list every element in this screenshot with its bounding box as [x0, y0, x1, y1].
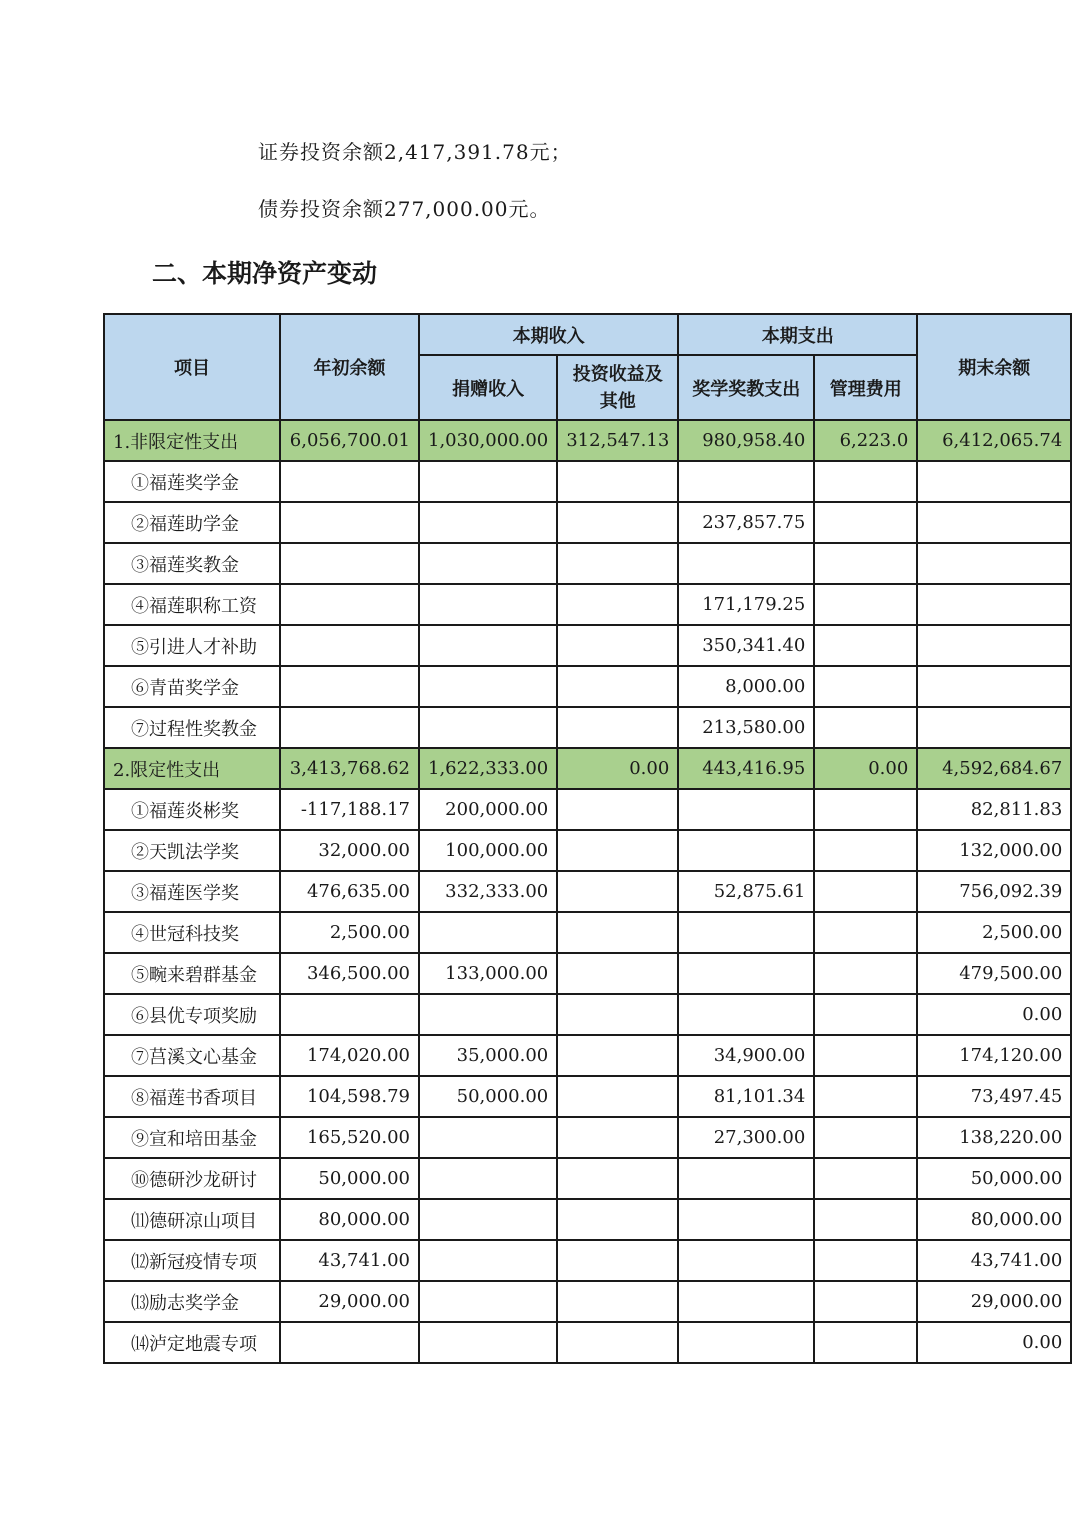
- row-value: [419, 912, 557, 953]
- row-value: [557, 1240, 678, 1281]
- table-row: [104, 543, 1071, 584]
- row-value: [814, 912, 917, 953]
- row-value: 32,000.00: [280, 830, 419, 871]
- row-label: ⑥青苗奖学金: [104, 666, 280, 707]
- row-value: [419, 1322, 557, 1363]
- header-income-group: 本期收入: [419, 314, 678, 355]
- row-value: [419, 1117, 557, 1158]
- row-label: ⑦莒溪文心基金: [104, 1035, 280, 1076]
- row-value: 104,598.79: [280, 1076, 419, 1117]
- row-value: [814, 1035, 917, 1076]
- row-value: [419, 1158, 557, 1199]
- row-value: [814, 1117, 917, 1158]
- row-label: ⑨宣和培田基金: [104, 1117, 280, 1158]
- row-value: [557, 666, 678, 707]
- table-row: [104, 1322, 1071, 1363]
- row-value: [419, 1240, 557, 1281]
- row-value: [917, 584, 1071, 625]
- table-row: [104, 502, 1071, 543]
- row-value: [917, 666, 1071, 707]
- row-label: ③福莲医学奖: [104, 871, 280, 912]
- row-value: [678, 994, 814, 1035]
- row-value: 213,580.00: [678, 707, 814, 748]
- header-item: 项目: [104, 314, 280, 420]
- row-value: [280, 707, 419, 748]
- row-value: 50,000.00: [419, 1076, 557, 1117]
- row-value: 0.00: [814, 748, 917, 789]
- row-value: 346,500.00: [280, 953, 419, 994]
- row-value: [280, 584, 419, 625]
- row-value: 174,020.00: [280, 1035, 419, 1076]
- table-row: [104, 953, 1071, 994]
- row-value: [557, 830, 678, 871]
- row-value: [557, 502, 678, 543]
- row-value: [557, 1199, 678, 1240]
- row-value: [814, 666, 917, 707]
- row-value: [419, 625, 557, 666]
- header-scholarship-expense: 奖学奖教支出: [678, 355, 814, 420]
- row-value: [678, 1158, 814, 1199]
- row-value: [814, 1076, 917, 1117]
- header-donation-income: 捐赠收入: [419, 355, 557, 420]
- row-value: [557, 461, 678, 502]
- table-row: [104, 830, 1071, 871]
- table-row: [104, 461, 1071, 502]
- row-value: [814, 789, 917, 830]
- row-value: 0.00: [917, 994, 1071, 1035]
- header-expense-group: 本期支出: [678, 314, 917, 355]
- row-value: [678, 543, 814, 584]
- row-value: [280, 461, 419, 502]
- row-value: [814, 871, 917, 912]
- row-label: ④世冠科技奖: [104, 912, 280, 953]
- row-value: [678, 1281, 814, 1322]
- row-value: 2,500.00: [917, 912, 1071, 953]
- row-value: 35,000.00: [419, 1035, 557, 1076]
- row-value: 980,958.40: [678, 420, 814, 461]
- row-value: [557, 625, 678, 666]
- row-value: 3,413,768.62: [280, 748, 419, 789]
- row-label: ⑾德研凉山项目: [104, 1199, 280, 1240]
- row-value: 43,741.00: [917, 1240, 1071, 1281]
- table-row: [104, 1117, 1071, 1158]
- row-value: [814, 953, 917, 994]
- row-value: [280, 994, 419, 1035]
- row-value: 200,000.00: [419, 789, 557, 830]
- table-row: [104, 912, 1071, 953]
- row-label: ⒁泸定地震专项: [104, 1322, 280, 1363]
- row-value: 80,000.00: [917, 1199, 1071, 1240]
- row-value: [557, 994, 678, 1035]
- row-value: [917, 502, 1071, 543]
- row-value: 332,333.00: [419, 871, 557, 912]
- row-value: 133,000.00: [419, 953, 557, 994]
- row-value: 312,547.13: [557, 420, 678, 461]
- row-value: [678, 912, 814, 953]
- net-assets-table: [103, 313, 1072, 1364]
- row-value: [557, 584, 678, 625]
- row-value: 138,220.00: [917, 1117, 1071, 1158]
- table-row: [104, 1035, 1071, 1076]
- row-value: [419, 543, 557, 584]
- row-value: 0.00: [917, 1322, 1071, 1363]
- row-value: [419, 502, 557, 543]
- table-row: [104, 789, 1071, 830]
- row-value: 6,412,065.74: [917, 420, 1071, 461]
- row-value: [557, 953, 678, 994]
- table-row: [104, 1240, 1071, 1281]
- row-label: ⑦过程性奖教金: [104, 707, 280, 748]
- row-value: [814, 1240, 917, 1281]
- row-value: 27,300.00: [678, 1117, 814, 1158]
- row-value: [917, 625, 1071, 666]
- table-body: [104, 420, 1071, 1363]
- row-value: 1,622,333.00: [419, 748, 557, 789]
- row-label: ①福莲炎彬奖: [104, 789, 280, 830]
- row-value: 171,179.25: [678, 584, 814, 625]
- row-label: ②天凯法学奖: [104, 830, 280, 871]
- row-label: ①福莲奖学金: [104, 461, 280, 502]
- row-value: [557, 543, 678, 584]
- row-value: [557, 912, 678, 953]
- header-opening-balance: 年初余额: [280, 314, 419, 420]
- row-value: 237,857.75: [678, 502, 814, 543]
- table-row: [104, 1281, 1071, 1322]
- row-value: [280, 666, 419, 707]
- row-value: [678, 1240, 814, 1281]
- row-value: [814, 543, 917, 584]
- section-title: 二、本期净资产变动: [152, 259, 378, 288]
- header-management-fee: 管理费用: [814, 355, 917, 420]
- row-value: 52,875.61: [678, 871, 814, 912]
- row-value: [814, 994, 917, 1035]
- row-value: [557, 1281, 678, 1322]
- row-value: 29,000.00: [280, 1281, 419, 1322]
- row-value: [280, 625, 419, 666]
- row-value: 1,030,000.00: [419, 420, 557, 461]
- row-value: 29,000.00: [917, 1281, 1071, 1322]
- row-value: [678, 953, 814, 994]
- row-label: ②福莲助学金: [104, 502, 280, 543]
- row-value: [814, 1158, 917, 1199]
- row-value: [814, 1199, 917, 1240]
- row-value: [419, 994, 557, 1035]
- row-value: 50,000.00: [917, 1158, 1071, 1199]
- row-value: 443,416.95: [678, 748, 814, 789]
- row-value: [678, 1322, 814, 1363]
- row-value: [280, 543, 419, 584]
- table-row: [104, 1199, 1071, 1240]
- row-label: ⑿新冠疫情专项: [104, 1240, 280, 1281]
- row-value: 165,520.00: [280, 1117, 419, 1158]
- row-value: [557, 707, 678, 748]
- row-value: [419, 584, 557, 625]
- row-value: 350,341.40: [678, 625, 814, 666]
- row-value: 50,000.00: [280, 1158, 419, 1199]
- row-value: [814, 707, 917, 748]
- row-value: 4,592,684.67: [917, 748, 1071, 789]
- row-label: ⑤引进人才补助: [104, 625, 280, 666]
- row-value: 0.00: [557, 748, 678, 789]
- row-value: [419, 666, 557, 707]
- table-row: [104, 1158, 1071, 1199]
- row-value: [814, 584, 917, 625]
- row-value: 73,497.45: [917, 1076, 1071, 1117]
- row-value: [814, 1322, 917, 1363]
- row-label: ⑤畹来碧群基金: [104, 953, 280, 994]
- table-row: [104, 1076, 1071, 1117]
- row-value: [678, 1199, 814, 1240]
- row-value: [917, 707, 1071, 748]
- row-value: 479,500.00: [917, 953, 1071, 994]
- row-label: ⑧福莲书香项目: [104, 1076, 280, 1117]
- row-value: 6,056,700.01: [280, 420, 419, 461]
- row-value: [557, 1158, 678, 1199]
- row-value: 8,000.00: [678, 666, 814, 707]
- row-label: ⑩德研沙龙研讨: [104, 1158, 280, 1199]
- row-label: 2.限定性支出: [104, 748, 280, 789]
- bonds-paragraph: 债券投资余额277,000.00元。: [258, 197, 551, 221]
- row-value: [419, 707, 557, 748]
- row-value: [280, 1322, 419, 1363]
- row-value: [419, 1281, 557, 1322]
- row-label: ⒀励志奖学金: [104, 1281, 280, 1322]
- row-value: 756,092.39: [917, 871, 1071, 912]
- header-investment-income: 投资收益及其他: [557, 355, 678, 420]
- group-row: [104, 420, 1071, 461]
- row-value: [419, 461, 557, 502]
- table-row: [104, 666, 1071, 707]
- row-label: ③福莲奖教金: [104, 543, 280, 584]
- row-value: [557, 1035, 678, 1076]
- row-value: [917, 543, 1071, 584]
- row-value: [814, 625, 917, 666]
- row-value: 132,000.00: [917, 830, 1071, 871]
- row-label: ⑥县优专项奖励: [104, 994, 280, 1035]
- row-value: [557, 871, 678, 912]
- header-closing-balance: 期末余额: [917, 314, 1071, 420]
- row-value: [678, 830, 814, 871]
- row-value: -117,188.17: [280, 789, 419, 830]
- row-value: [557, 1322, 678, 1363]
- row-value: [557, 1117, 678, 1158]
- row-value: 6,223.0: [814, 420, 917, 461]
- row-value: 174,120.00: [917, 1035, 1071, 1076]
- row-value: [814, 461, 917, 502]
- row-value: 34,900.00: [678, 1035, 814, 1076]
- table-row: [104, 707, 1071, 748]
- row-value: [917, 461, 1071, 502]
- row-value: [557, 789, 678, 830]
- row-value: 476,635.00: [280, 871, 419, 912]
- row-value: [814, 502, 917, 543]
- table-row: [104, 584, 1071, 625]
- row-value: [678, 461, 814, 502]
- table-row: [104, 871, 1071, 912]
- group-row: [104, 748, 1071, 789]
- row-label: ④福莲职称工资: [104, 584, 280, 625]
- row-value: 2,500.00: [280, 912, 419, 953]
- row-value: [814, 1281, 917, 1322]
- row-value: 82,811.83: [917, 789, 1071, 830]
- row-label: 1.非限定性支出: [104, 420, 280, 461]
- row-value: [678, 789, 814, 830]
- row-value: [419, 1199, 557, 1240]
- securities-paragraph: 证券投资余额2,417,391.78元；: [258, 140, 572, 164]
- row-value: 43,741.00: [280, 1240, 419, 1281]
- row-value: [280, 502, 419, 543]
- row-value: 80,000.00: [280, 1199, 419, 1240]
- table-row: [104, 994, 1071, 1035]
- row-value: [814, 830, 917, 871]
- table-row: [104, 625, 1071, 666]
- row-value: 81,101.34: [678, 1076, 814, 1117]
- row-value: 100,000.00: [419, 830, 557, 871]
- row-value: [557, 1076, 678, 1117]
